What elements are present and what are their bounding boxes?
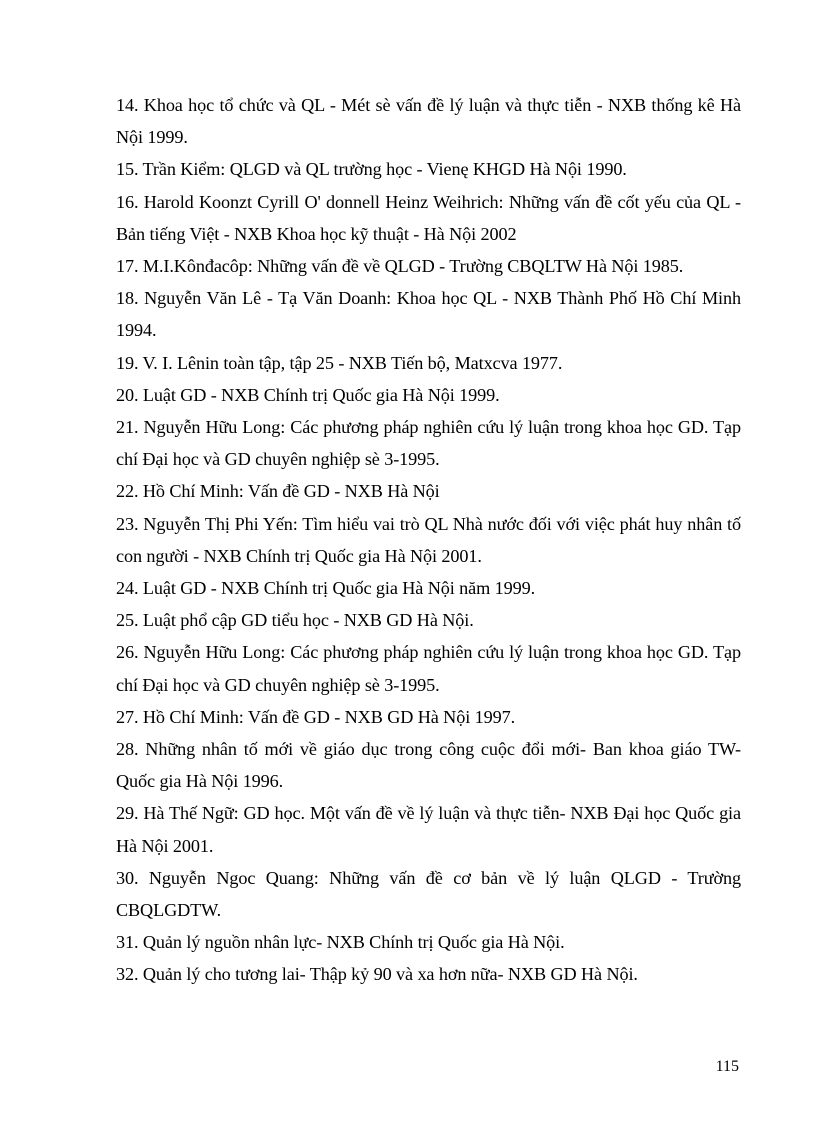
reference-item: 31. Quản lý nguồn nhân lực- NXB Chính trị Quốc gia Hà Nội. <box>116 932 565 953</box>
reference-item: 32. Quản lý cho tương lai- Thập kỷ 90 và xa hơn nữa- NXB GD Hà Nội. <box>116 964 638 985</box>
reference-item: 28. Những nhân tố mới về giáo dục trong công cuộc đổi mới- Ban khoa giáo TW- Quốc gia Hà Nội 1996. <box>116 739 741 792</box>
reference-item: 17. M.I.Kônđacôp: Những vấn đề về QLGD - Trường CBQLTW Hà Nội 1985. <box>116 256 684 277</box>
reference-item: 27. Hồ Chí Minh: Vấn đề GD - NXB GD Hà Nội 1997. <box>116 706 516 727</box>
reference-item: 30. Nguyễn Ngoc Quang: Những vấn đề cơ bản về lý luận QLGD - Trường CBQLGDTW. <box>116 867 741 921</box>
reference-item: 25. Luật phổ cập GD tiểu học - NXB GD Hà Nội. <box>116 610 474 631</box>
reference-item: 21. Nguyễn Hữu Long: Các phương pháp nghiên cứu lý luận trong khoa học GD. Tạp chí Đại học và GD chuyên nghiệp sè 3-1995. <box>116 417 741 470</box>
page-number: 115 <box>715 1058 739 1075</box>
reference-item: 26. Nguyễn Hữu Long: Các phương pháp nghiên cứu lý luận trong khoa học GD. Tạp chí Đại học và GD chuyên nghiệp sè 3-1995. <box>116 642 741 695</box>
reference-item: 14. Khoa học tổ chức và QL - Mét sè vấn đề lý luận và thực tiễn - NXB thống kê Hà Nội 1999. <box>116 95 741 148</box>
reference-item: 29. Hà Thế Ngữ: GD học. Một vấn đề về lý luận và thực tiễn- NXB Đại học Quốc gia Hà Nội 2001. <box>116 803 741 856</box>
reference-item: 15. Trần Kiểm: QLGD và QL trường học - Vienę KHGD Hà Nội 1990. <box>116 159 627 180</box>
reference-item: 16. Harold Koonzt Cyrill O' donnell Heinz Weihrich: Những vấn đề cốt yếu của QL - Bản tiếng Việt - NXB Khoa học kỹ thuật - Hà Nội 2002 <box>116 191 741 244</box>
reference-list <box>116 89 741 991</box>
reference-item: 19. V. I. Lênin toàn tập, tập 25 - NXB Tiến bộ, Matxcva 1977. <box>116 352 563 373</box>
reference-item: 18. Nguyễn Văn Lê - Tạ Văn Doanh: Khoa học QL - NXB Thành Phố Hồ Chí Minh 1994. <box>116 288 741 341</box>
reference-item: 20. Luật GD - NXB Chính trị Quốc gia Hà Nội 1999. <box>116 384 500 405</box>
reference-item: 23. Nguyễn Thị Phi Yến: Tìm hiểu vai trò QL Nhà nước đối với việc phát huy nhân tố con người - NXB Chính trị Quốc gia Hà Nội 2001. <box>116 513 741 566</box>
reference-item: 24. Luật GD - NXB Chính trị Quốc gia Hà Nội năm 1999. <box>116 578 536 599</box>
reference-item: 22. Hồ Chí Minh: Vấn đề GD - NXB Hà Nội <box>116 481 440 502</box>
